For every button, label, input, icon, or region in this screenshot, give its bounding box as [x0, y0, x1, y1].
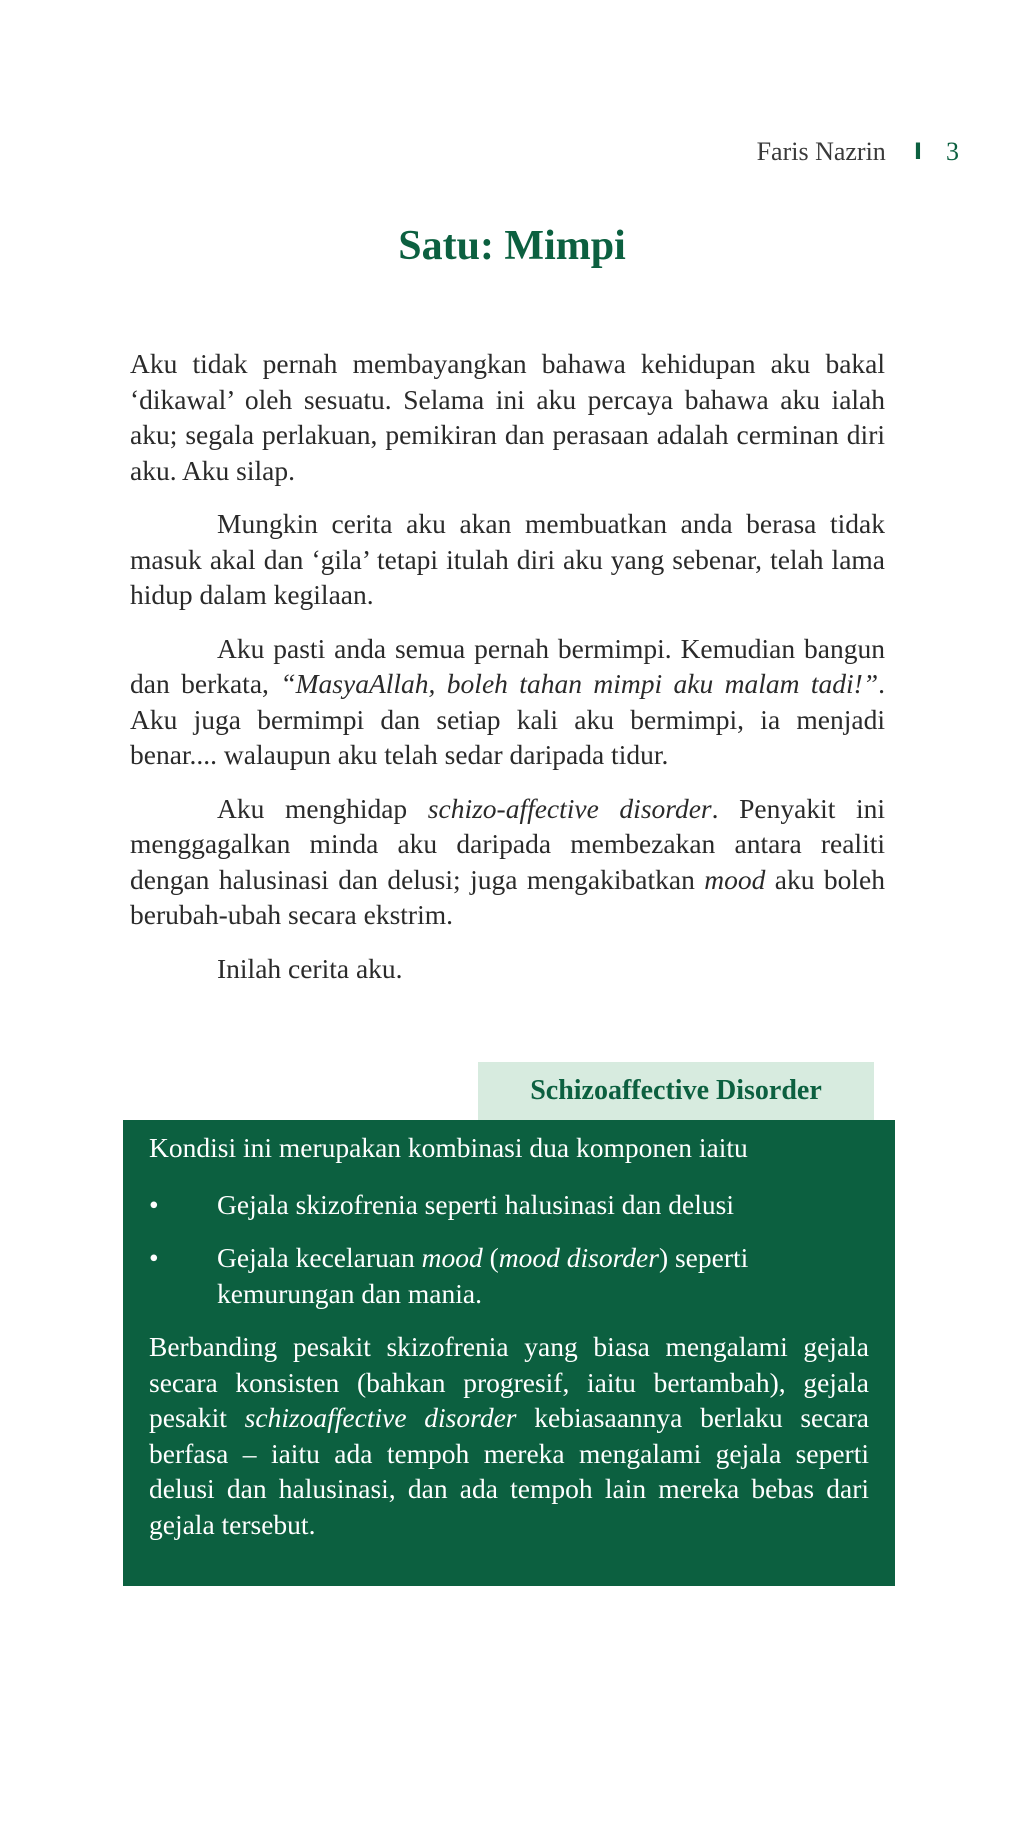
paragraph-4-term: schizo-affective disorder: [427, 792, 712, 824]
paragraph-3-text: Aku pasti anda semua pernah bermimpi. Kemudian bangun dan berkata,: [130, 632, 885, 699]
infobox-list-item: [149, 1187, 869, 1223]
infobox-bullet-2-text: Gejala kecelaruan: [217, 1242, 422, 1273]
infobox-bullet-2-mood-disorder: mood disorder: [498, 1242, 659, 1273]
bullet-icon: •: [149, 1188, 159, 1220]
page-number: 3: [946, 137, 959, 166]
header-author: Faris Nazrin: [756, 137, 886, 166]
paragraph-3-quote: “MasyaAllah, boleh tahan mimpi aku malam tadi!”: [280, 668, 879, 699]
infobox-bullet-2-text-end: ) seperti kemurungan dan mania.: [217, 1242, 749, 1309]
paragraph-5: Inilah cerita aku.: [217, 952, 403, 984]
chapter-title: Satu: Mimpi: [398, 223, 626, 269]
infobox-bullet-2-mood: mood: [421, 1242, 483, 1273]
infobox-body-term: schizoaffective disorder: [244, 1402, 517, 1433]
running-header: [757, 137, 959, 167]
infobox-bullet-1-text: Gejala skizofrenia seperti halusinasi dan delusi: [217, 1188, 734, 1220]
infobox: [123, 1120, 895, 1586]
paragraph-4-term-mood: mood: [704, 863, 766, 895]
bullet-icon: •: [149, 1242, 159, 1273]
infobox-list-item: [149, 1240, 869, 1311]
paragraph-4-text-end: aku boleh berubah-ubah secara ekstrim.: [130, 863, 885, 930]
infobox-list: [149, 1187, 869, 1312]
infobox-intro: Kondisi ini merupakan kombinasi dua komponen iaitu: [149, 1132, 748, 1163]
chapter-body: [130, 346, 885, 1004]
infobox-title: Schizoaffective Disorder: [478, 1062, 874, 1120]
paragraph-3-text-end: . Aku juga bermimpi dan setiap kali aku bermimpi, ia menjadi benar.... walaupun aku telah sedar daripada tidur.: [130, 668, 886, 770]
paragraph-2: Mungkin cerita aku akan membuatkan anda berasa tidak masuk akal dan ‘gila’ tetapi itulah diri aku yang sebenar, telah lama hidup dalam kegilaan.: [130, 508, 885, 610]
paragraph-4-text: Aku menghidap: [217, 792, 428, 824]
infobox-body-text-end: kebiasaannya berlaku secara berfasa – iaitu ada tempoh mereka mengalami gejala seperti delusi dan halusinasi, dan ada tempoh lain mereka bebas dari gejala tersebut.: [149, 1402, 869, 1540]
paragraph-1: Aku tidak pernah membayangkan bahawa kehidupan aku bakal ‘dikawal’ oleh sesuatu. Selama ini aku percaya bahawa aku ialah aku; segala perlakuan, pemikiran dan perasaan adalah cerminan diri aku. Aku silap.: [130, 348, 885, 486]
header-separator: I: [913, 139, 922, 165]
paragraph-4: [130, 791, 885, 933]
infobox-bullet-2-paren: (: [482, 1242, 499, 1273]
paragraph-3: [130, 631, 885, 773]
infobox-body: [149, 1329, 869, 1542]
infobox-body-text: Berbanding pesakit skizofrenia yang biasa mengalami gejala secara konsisten (bahkan progresif, iaitu bertambah), gejala pesakit: [149, 1331, 869, 1433]
paragraph-4-text-mid: . Penyakit ini menggagalkan minda aku daripada membezakan antara realiti dengan halusinasi dan delusi; juga mengakibatkan: [130, 792, 885, 895]
